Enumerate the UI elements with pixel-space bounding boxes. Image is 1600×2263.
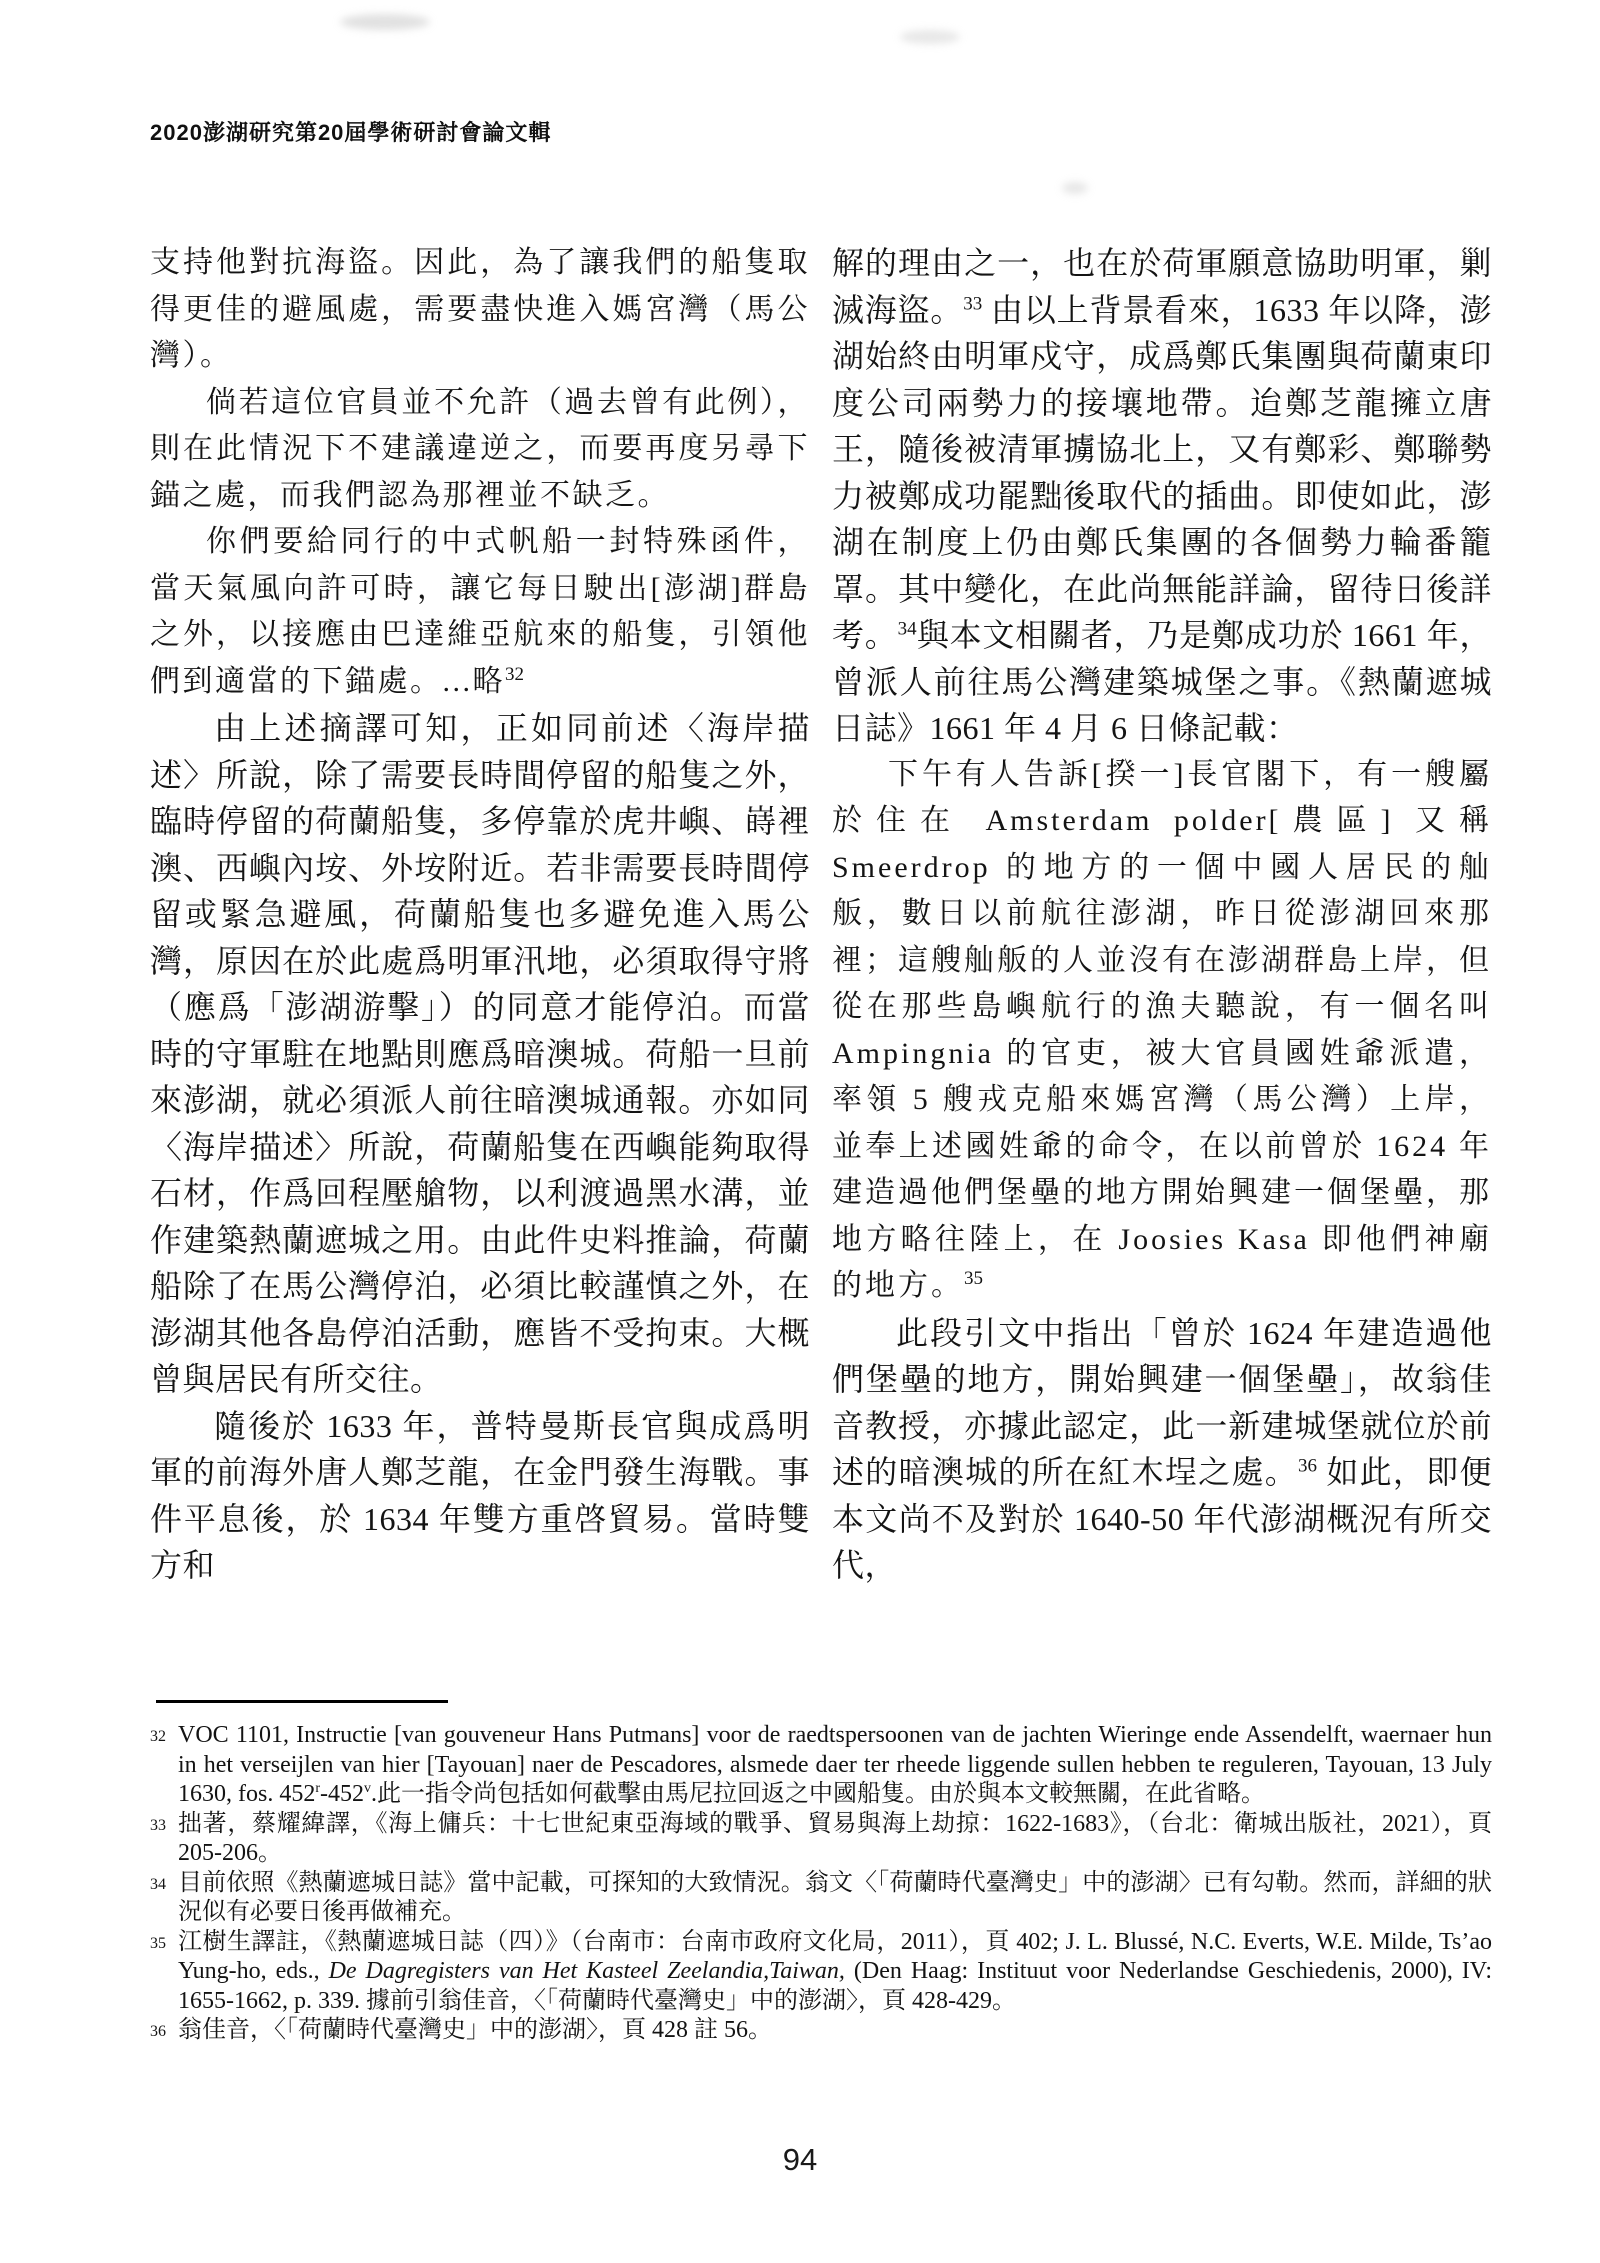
footnote-33-text: 拙著，蔡耀緯譯，《海上傭兵：十七世紀東亞海域的戰爭、貿易與海上劫掠：1622-1683》，（台北：衛城出版社，2021），頁 205-206。	[178, 1810, 1492, 1866]
scan-smudge	[1062, 182, 1088, 194]
footnote-separator	[156, 1700, 448, 1703]
footnote-35-text: 江樹生譯註，《熱蘭遮城日誌（四）》（台南市：台南市政府文化局，2011），頁 402; J. L. Blussé, N.C. Everts, W.E. Milde, Ts’ao Yung-ho, eds.,	[178, 1928, 1492, 1984]
quote-paragraph-3	[150, 519, 810, 705]
body-paragraph-1: 由上述摘譯可知，正如同前述〈海岸描述〉所說，除了需要長時間停留的船隻之外，臨時停留的荷蘭船隻，多停靠於虎井嶼、嵵裡澳、西嶼內垵、外垵附近。若非需要長時間停留或緊急避風，荷蘭船隻也多避免進入馬公灣，原因在於此處爲明軍汛地，必須取得守將（應爲「澎湖游擊」）的同意才能停泊。而當時的守軍駐在地點則應爲暗澳城。荷船一旦前來澎湖，就必須派人前往暗澳城通報。亦如同〈海岸描述〉所說，荷蘭船隻在西嶼能夠取得石材，作爲回程壓艙物，以利渡過黑水溝，並作建築熱蘭遮城之用。由此件史料推論，荷蘭船除了在馬公灣停泊，必須比較謹慎之外，在澎湖其他各島停泊活動，應皆不受拘束。大概曾與居民有所交往。	[150, 710, 810, 1397]
body-paragraph-4	[832, 1310, 1492, 1589]
scan-smudge	[900, 30, 960, 44]
footnote-35-text: (Den Haag: Instituut voor Nederlandse Geschiedenis, 2000), IV: 1655-1662, p. 339. 據前引翁佳音，〈「荷蘭時代臺灣史」中的澎湖〉，頁 428-429。	[178, 1958, 1493, 2014]
footnote-32-text: -452	[320, 1781, 365, 1807]
footnote-ref-33: 33	[963, 292, 983, 314]
footnote-33	[148, 1810, 1492, 1869]
quote-paragraph-4	[832, 752, 1492, 1310]
footnote-number-34: 34	[150, 1875, 166, 1893]
footnote-36	[148, 2016, 1492, 2046]
footnote-35	[148, 1928, 1492, 2017]
footnote-ref-36: 36	[1298, 1455, 1318, 1477]
paragraph-text: 解的理由之一，也在於荷軍願意協助明軍，剿滅海盜。	[832, 245, 1492, 328]
footnote-34	[148, 1869, 1492, 1928]
body-paragraph-3	[832, 240, 1492, 752]
page-body	[150, 240, 1492, 1589]
superscript-r: r	[315, 1781, 321, 1796]
footnotes-section	[148, 1700, 1492, 2046]
footnote-36-text: 翁佳音，〈「荷蘭時代臺灣史」中的澎湖〉，頁 428 註 56。	[178, 2017, 772, 2043]
footnote-number-36: 36	[150, 2023, 166, 2040]
paragraph-text: 與本文相關者，乃是鄭成功於 1661 年，曾派人前往馬公灣建築城堡之事。《熱蘭遮城日誌》1661 年 4 月 6 日條記載：	[832, 617, 1492, 746]
footnote-number-33: 33	[150, 1816, 166, 1834]
running-header: 2020澎湖研究第20屆學術研討會論文輯	[150, 120, 552, 145]
quote-paragraph-2: 倘若這位官員並不允許（過去曾有此例），則在此情況下不建議違逆之，而要再度另尋下錨之處，而我們認為那裡並不缺乏。	[150, 385, 810, 512]
paragraph-text: 如此，即便本文尚不及對於 1640-50 年代澎湖概況有所交代，	[832, 1454, 1492, 1583]
page-number: 94	[782, 2142, 818, 2177]
footnote-34-text: 目前依照《熱蘭遮城日誌》當中記載，可探知的大致情況。翁文〈「荷蘭時代臺灣史」中的澎湖〉已有勾勒。然而，詳細的狀況似有必要日後再做補充。	[178, 1869, 1492, 1925]
footnote-35-book-title: De Dagregisters van Het Kasteel Zeelandia,Taiwan,	[328, 1958, 845, 1984]
footnote-32-text: VOC 1101, Instructie [van gouveneur Hans Putmans] voor de raedtspersoonen van de jachten Wieringe ende Assendelft, waernaer hun in het verseijlen van hier [Tayouan] naer de Pescadores, alsmede daer ter rheede liggende sullen hebben te reguleren, Tayouan, 13 July 1630, fos. 452	[178, 1722, 1492, 1807]
paragraph-text: 由以上背景看來，1633 年以降，澎湖始終由明軍戍守，成爲鄭氏集團與荷蘭東印度公司兩勢力的接壤地帶。迨鄭芝龍擁立唐王，隨後被清軍擄協北上，又有鄭彩、鄭聯勢力被鄭成功罷黜後取代的插曲。即使如此，澎湖在制度上仍由鄭氏集團的各個勢力輪番籠罩。其中變化，在此尚無能詳論，留待日後詳考。	[832, 291, 1492, 653]
footnote-ref-32: 32	[505, 663, 524, 685]
footnote-32-text: .此一指令尚包括如何截擊由馬尼拉回返之中國船隻。由於與本文較無關，在此省略。	[371, 1781, 1266, 1807]
footnote-ref-35: 35	[964, 1268, 983, 1289]
left-column	[150, 240, 810, 1589]
footnote-number-35: 35	[150, 1934, 166, 1952]
body-paragraph-2: 隨後於 1633 年，普特曼斯長官與成爲明軍的前海外唐人鄭芝龍，在金門發生海戰。事件平息後，於 1634 年雙方重啓貿易。當時雙方和	[150, 1407, 810, 1583]
footnote-ref-34: 34	[897, 618, 917, 640]
quote-4-text: 下午有人告訴[揆一]長官閣下，有一艘屬於住在 Amsterdam polder[農區] 又稱 Smeerdrop 的地方的一個中國人居民的舢舨，數日以前航往澎湖，昨日從澎湖回來那裡；這艘舢舨的人並沒有在澎湖群島上岸，但從在那些島嶼航行的漁夫聽說，有一個名叫 Ampingnia 的官吏，被大官員國姓爺派遣，率領 5 艘戎克船來媽宮灣（馬公灣）上岸，並奉上述國姓爺的命令，在以前曾於 1624 年建造過他們堡壘的地方開始興建一個堡壘，那地方略往陸上，在 Joosies Kasa 即他們神廟的地方。	[832, 757, 1492, 1302]
right-column	[832, 240, 1492, 1589]
superscript-v: v	[364, 1781, 372, 1796]
paragraph-text: 此段引文中指出「曾於 1624 年建造過他們堡壘的地方，開始興建一個堡壘」，故翁佳音教授，亦據此認定，此一新建城堡就位於前述的暗澳城的所在紅木埕之處。	[832, 1314, 1492, 1490]
quote-paragraph-1: 支持他對抗海盜。因此，為了讓我們的船隻取得更佳的避風處，需要盡快進入媽宮灣（馬公灣）。	[150, 246, 810, 372]
quote-3-text: 你們要給同行的中式帆船一封特殊函件，當天氣風向許可時，讓它每日駛出[澎湖]群島之外，以接應由巴達維亞航來的船隻，引領他們到適當的下錨處。...略	[150, 525, 810, 698]
footnote-number-32: 32	[150, 1728, 166, 1745]
scan-smudge	[340, 14, 430, 30]
footnote-32	[148, 1721, 1492, 1810]
